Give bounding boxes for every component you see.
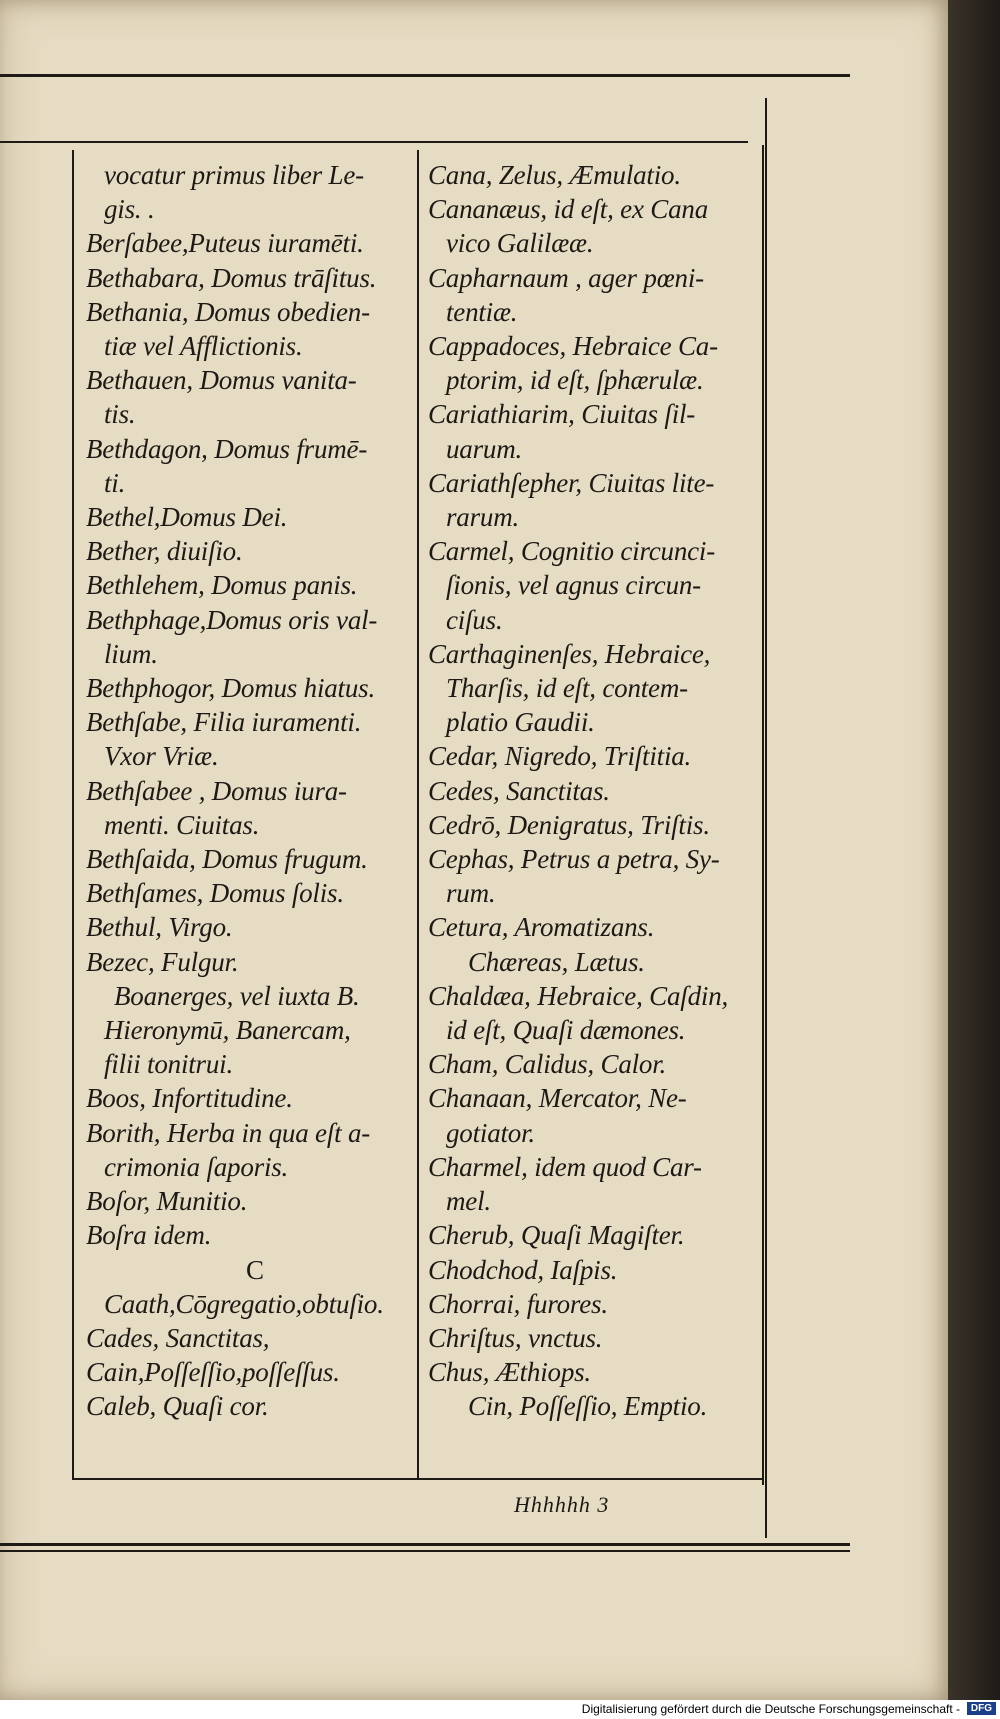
glossary-entry: ptorim, id eſt, ſphærulæ. — [446, 365, 704, 396]
glossary-entry: Caath,Cōgregatio,obtuſio. — [104, 1288, 384, 1319]
glossary-entry: tis. — [104, 399, 136, 430]
glossary-entry: Carthaginenſes, Hebraice, — [428, 638, 711, 669]
glossary-entry: Cananæus, id eſt, ex Cana — [428, 194, 708, 225]
glossary-entry: Bethdagon, Domus frumē- — [86, 433, 368, 464]
signature-mark: Hhhhhh 3 — [514, 1492, 610, 1517]
glossary-entry: Cham, Calidus, Calor. — [428, 1049, 667, 1080]
right-column — [428, 158, 758, 1424]
glossary-entry: id eſt, Quaſi dæmones. — [446, 1015, 686, 1046]
glossary-entry: ciſus. — [446, 604, 503, 635]
glossary-entry: gotiator. — [446, 1117, 535, 1148]
column-divider-rule — [417, 150, 419, 1480]
glossary-entry: Hieronymū, Banercam, — [104, 1015, 351, 1046]
glossary-entry: Capharnaum , ager pœni- — [428, 262, 704, 293]
glossary-entry: Carmel, Cognitio circunci- — [428, 536, 716, 567]
right-outer-rule — [765, 98, 767, 1538]
glossary-entry: Tharſis, id eſt, contem- — [446, 673, 688, 704]
glossary-entry: Bethania, Domus obedien- — [86, 296, 370, 327]
glossary-entry: Bethlehem, Domus panis. — [86, 570, 358, 601]
glossary-entry: lium. — [104, 638, 158, 669]
glossary-entry: Cedes, Sanctitas. — [428, 775, 610, 806]
glossary-entry: gis. . — [104, 194, 155, 225]
glossary-entry: vocatur primus liber Le- — [104, 160, 364, 190]
glossary-entry: Chaldæa, Hebraice, Caſdin, — [428, 980, 729, 1011]
glossary-entry: Bethſabe, Filia iuramenti. — [86, 707, 362, 738]
top-outer-rule — [0, 74, 850, 77]
glossary-entry: Boſor, Munitio. — [86, 1186, 248, 1217]
glossary-entry: Cedar, Nigredo, Triſtitia. — [428, 741, 692, 772]
glossary-entry: Cariathiarim, Ciuitas ſil- — [428, 399, 696, 430]
right-frame-rule — [762, 145, 764, 1485]
glossary-entry: mel. — [446, 1186, 491, 1217]
glossary-entry: Boanerges, vel iuxta B. — [114, 980, 360, 1011]
glossary-entry: platio Gaudii. — [446, 707, 595, 738]
digitization-credit: Digitalisierung gefördert durch die Deutsche Forschungsgemeinschaft - — [581, 1702, 960, 1716]
glossary-entry: Chriſtus, vnctus. — [428, 1322, 603, 1353]
glossary-entry: Bether, diuiſio. — [86, 536, 243, 567]
glossary-entry: vico Galilææ. — [446, 228, 594, 259]
glossary-entry: Chæreas, Lætus. — [468, 946, 645, 977]
glossary-entry: Chus, Æthiops. — [428, 1357, 591, 1388]
glossary-entry: Bethphage,Domus oris val- — [86, 604, 378, 635]
glossary-entry: Bezec, Fulgur. — [86, 946, 239, 977]
glossary-entry: crimonia ſaporis. — [104, 1151, 289, 1182]
glossary-entry: Cades, Sanctitas, — [86, 1322, 270, 1353]
glossary-entry: Bethphogor, Domus hiatus. — [86, 673, 376, 704]
left-frame-rule — [72, 150, 74, 1480]
glossary-entry: Cain,Poſſeſſio,poſſeſſus. — [86, 1357, 340, 1388]
glossary-entry: ti. — [104, 467, 126, 498]
glossary-entry: Cana, Zelus, Æmulatio. — [428, 160, 681, 190]
glossary-entry: Bethauen, Domus vanita- — [86, 365, 357, 396]
glossary-entry: Cappadoces, Hebraice Ca- — [428, 331, 718, 362]
glossary-entry: Chanaan, Mercator, Ne- — [428, 1083, 687, 1114]
glossary-entry: Cariathſepher, Ciuitas lite- — [428, 467, 715, 498]
glossary-entry: filii tonitrui. — [104, 1049, 234, 1080]
glossary-entry: uarum. — [446, 433, 523, 464]
glossary-entry: Bethel,Domus Dei. — [86, 502, 288, 533]
glossary-entry: Boos, Infortitudine. — [86, 1083, 293, 1114]
glossary-entry: Cedrō, Denigratus, Triſtis. — [428, 809, 710, 840]
glossary-entry: Bethſaida, Domus frugum. — [86, 844, 368, 875]
glossary-entry: rum. — [446, 878, 496, 909]
glossary-entry: Vxor Vriæ. — [104, 741, 219, 772]
glossary-entry: Boſra idem. — [86, 1220, 212, 1251]
glossary-entry: Chorrai, furores. — [428, 1288, 608, 1319]
glossary-entry: Bethſames, Domus ſolis. — [86, 878, 344, 909]
glossary-entry: Bethſabee , Domus iura- — [86, 775, 347, 806]
glossary-entry: tiæ vel Afflictionis. — [104, 331, 303, 362]
book-spine — [948, 0, 1000, 1719]
glossary-entry: Borith, Herba in qua eſt a- — [86, 1117, 371, 1148]
glossary-entry: C — [246, 1254, 264, 1285]
glossary-entry: rarum. — [446, 502, 520, 533]
glossary-entry: Cin, Poſſeſſio, Emptio. — [468, 1391, 708, 1422]
top-inner-rule — [0, 141, 748, 143]
glossary-entry: tentiæ. — [446, 296, 518, 327]
dfg-logo: DFG — [967, 1702, 996, 1715]
left-column — [86, 158, 406, 1424]
glossary-entry: ſionis, vel agnus circun- — [446, 570, 701, 601]
bottom-outer-rule — [0, 1543, 850, 1546]
bottom-inner-rule — [74, 1478, 764, 1480]
glossary-entry: Cetura, Aromatizans. — [428, 912, 655, 943]
glossary-entry: Cephas, Petrus a petra, Sy- — [428, 844, 720, 875]
glossary-entry: Bethabara, Domus trāſitus. — [86, 262, 377, 293]
bottom-outer-rule-2 — [0, 1550, 850, 1552]
glossary-entry: menti. Ciuitas. — [104, 809, 260, 840]
glossary-entry: Charmel, idem quod Car- — [428, 1151, 702, 1182]
glossary-entry: Bethul, Virgo. — [86, 912, 233, 943]
glossary-entry: Chodchod, Iaſpis. — [428, 1254, 618, 1285]
glossary-entry: Caleb, Quaſi cor. — [86, 1391, 269, 1422]
glossary-entry: Cherub, Quaſi Magiſter. — [428, 1220, 685, 1251]
glossary-entry: Berſabee,Puteus iuramēti. — [86, 228, 364, 259]
